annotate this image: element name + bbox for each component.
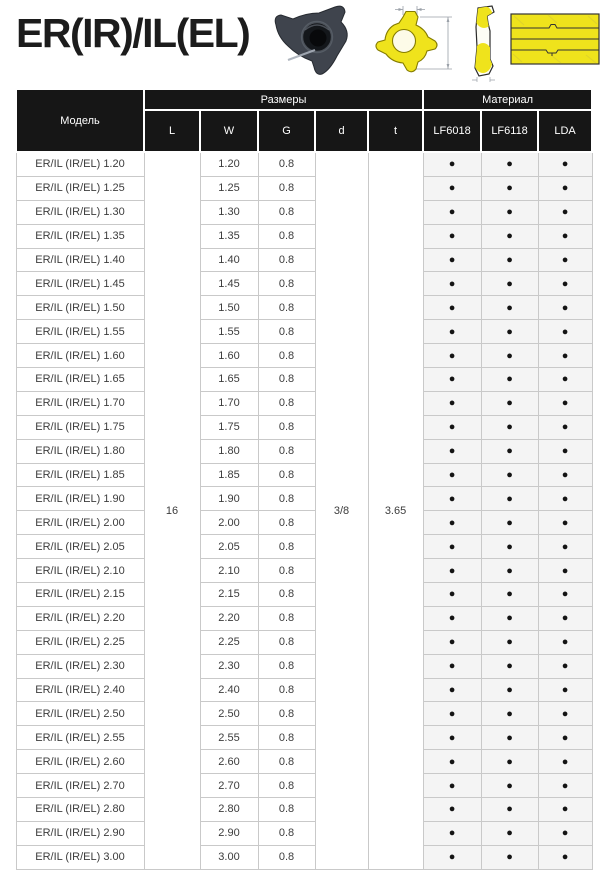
table-row — [16, 415, 592, 439]
col-header-LDA: LDA — [538, 110, 592, 152]
material-cell-lf6118: ● — [481, 750, 538, 774]
material-cell-lf6018: ● — [423, 774, 481, 798]
g-cell: 0.8 — [258, 726, 315, 750]
table-row — [16, 702, 592, 726]
model-cell: ER/IL (IR/EL) 2.00 — [16, 511, 144, 535]
model-cell: ER/IL (IR/EL) 1.20 — [16, 152, 144, 176]
model-cell: ER/IL (IR/EL) 2.50 — [16, 702, 144, 726]
w-cell: 2.40 — [200, 678, 258, 702]
w-cell: 1.80 — [200, 439, 258, 463]
model-cell: ER/IL (IR/EL) 2.55 — [16, 726, 144, 750]
material-cell-lf6018: ● — [423, 845, 481, 869]
model-cell: ER/IL (IR/EL) 2.10 — [16, 559, 144, 583]
table-row — [16, 774, 592, 798]
material-cell-lda: ● — [538, 248, 592, 272]
material-cell-lf6118: ● — [481, 152, 538, 176]
material-cell-lf6018: ● — [423, 535, 481, 559]
material-cell-lda: ● — [538, 344, 592, 368]
material-cell-lf6018: ● — [423, 415, 481, 439]
w-cell: 1.55 — [200, 320, 258, 344]
g-cell: 0.8 — [258, 439, 315, 463]
model-cell: ER/IL (IR/EL) 2.25 — [16, 630, 144, 654]
material-cell-lda: ● — [538, 606, 592, 630]
table-row — [16, 583, 592, 607]
material-cell-lda: ● — [538, 320, 592, 344]
material-cell-lf6118: ● — [481, 272, 538, 296]
w-cell: 2.80 — [200, 798, 258, 822]
w-cell: 1.20 — [200, 152, 258, 176]
material-cell-lda: ● — [538, 559, 592, 583]
material-cell-lf6018: ● — [423, 606, 481, 630]
w-cell: 2.60 — [200, 750, 258, 774]
material-cell-lf6018: ● — [423, 583, 481, 607]
material-cell-lf6018: ● — [423, 654, 481, 678]
col-header-LF6118: LF6118 — [481, 110, 538, 152]
material-cell-lda: ● — [538, 654, 592, 678]
material-cell-lda: ● — [538, 702, 592, 726]
g-cell: 0.8 — [258, 200, 315, 224]
w-cell: 2.55 — [200, 726, 258, 750]
insert-top-view-drawing-icon — [508, 3, 602, 75]
col-header-model: Модель — [16, 89, 144, 152]
material-cell-lda: ● — [538, 726, 592, 750]
material-cell-lf6118: ● — [481, 559, 538, 583]
material-cell-lf6018: ● — [423, 248, 481, 272]
w-cell: 2.70 — [200, 774, 258, 798]
table-row — [16, 821, 592, 845]
table-row — [16, 630, 592, 654]
table-row — [16, 726, 592, 750]
w-cell: 2.10 — [200, 559, 258, 583]
g-cell: 0.8 — [258, 798, 315, 822]
model-cell: ER/IL (IR/EL) 1.50 — [16, 296, 144, 320]
g-cell: 0.8 — [258, 368, 315, 392]
material-cell-lf6118: ● — [481, 654, 538, 678]
table-row — [16, 296, 592, 320]
table-row — [16, 152, 592, 176]
table-row — [16, 272, 592, 296]
material-cell-lf6018: ● — [423, 200, 481, 224]
model-cell: ER/IL (IR/EL) 2.30 — [16, 654, 144, 678]
table-row — [16, 798, 592, 822]
w-cell: 2.25 — [200, 630, 258, 654]
material-cell-lf6118: ● — [481, 678, 538, 702]
material-cell-lf6118: ● — [481, 583, 538, 607]
g-cell: 0.8 — [258, 176, 315, 200]
material-cell-lf6018: ● — [423, 296, 481, 320]
model-cell: ER/IL (IR/EL) 1.65 — [16, 368, 144, 392]
table-body — [16, 152, 592, 869]
material-cell-lf6018: ● — [423, 439, 481, 463]
model-cell: ER/IL (IR/EL) 1.45 — [16, 272, 144, 296]
g-cell: 0.8 — [258, 487, 315, 511]
model-cell: ER/IL (IR/EL) 2.15 — [16, 583, 144, 607]
d-merged-cell: 3/8 — [315, 152, 368, 869]
table-row — [16, 678, 592, 702]
model-cell: ER/IL (IR/EL) 1.55 — [16, 320, 144, 344]
material-cell-lda: ● — [538, 463, 592, 487]
material-cell-lf6118: ● — [481, 368, 538, 392]
w-cell: 1.60 — [200, 344, 258, 368]
w-cell: 2.50 — [200, 702, 258, 726]
g-cell: 0.8 — [258, 463, 315, 487]
g-cell: 0.8 — [258, 320, 315, 344]
g-cell: 0.8 — [258, 272, 315, 296]
material-cell-lf6118: ● — [481, 535, 538, 559]
g-cell: 0.8 — [258, 821, 315, 845]
material-cell-lf6018: ● — [423, 821, 481, 845]
material-cell-lda: ● — [538, 200, 592, 224]
col-group-dimensions: Размеры — [144, 89, 423, 110]
material-cell-lda: ● — [538, 774, 592, 798]
material-cell-lf6018: ● — [423, 630, 481, 654]
model-cell: ER/IL (IR/EL) 3.00 — [16, 845, 144, 869]
table-row — [16, 535, 592, 559]
table-row — [16, 176, 592, 200]
insert-front-dimension-drawing-icon — [372, 3, 462, 85]
material-cell-lda: ● — [538, 439, 592, 463]
w-cell: 1.85 — [200, 463, 258, 487]
material-cell-lf6018: ● — [423, 320, 481, 344]
w-cell: 1.45 — [200, 272, 258, 296]
w-cell: 2.05 — [200, 535, 258, 559]
material-cell-lda: ● — [538, 391, 592, 415]
col-header-LF6018: LF6018 — [423, 110, 481, 152]
table-row — [16, 487, 592, 511]
material-cell-lf6118: ● — [481, 845, 538, 869]
material-cell-lf6018: ● — [423, 152, 481, 176]
g-cell: 0.8 — [258, 630, 315, 654]
material-cell-lda: ● — [538, 296, 592, 320]
g-cell: 0.8 — [258, 606, 315, 630]
material-cell-lf6118: ● — [481, 248, 538, 272]
material-cell-lf6118: ● — [481, 391, 538, 415]
material-cell-lf6118: ● — [481, 630, 538, 654]
g-cell: 0.8 — [258, 511, 315, 535]
material-cell-lf6018: ● — [423, 726, 481, 750]
w-cell: 2.30 — [200, 654, 258, 678]
col-header-t: t — [368, 110, 423, 152]
product-image-strip — [272, 3, 602, 85]
model-cell: ER/IL (IR/EL) 2.40 — [16, 678, 144, 702]
L-merged-cell: 16 — [144, 152, 200, 869]
material-cell-lf6118: ● — [481, 224, 538, 248]
material-cell-lf6018: ● — [423, 463, 481, 487]
g-cell: 0.8 — [258, 296, 315, 320]
material-cell-lda: ● — [538, 798, 592, 822]
table-row — [16, 248, 592, 272]
material-cell-lf6118: ● — [481, 344, 538, 368]
w-cell: 1.50 — [200, 296, 258, 320]
material-cell-lf6018: ● — [423, 224, 481, 248]
material-cell-lf6118: ● — [481, 702, 538, 726]
model-cell: ER/IL (IR/EL) 1.75 — [16, 415, 144, 439]
material-cell-lf6118: ● — [481, 320, 538, 344]
material-cell-lf6118: ● — [481, 296, 538, 320]
material-cell-lda: ● — [538, 821, 592, 845]
g-cell: 0.8 — [258, 224, 315, 248]
material-cell-lda: ● — [538, 845, 592, 869]
model-cell: ER/IL (IR/EL) 1.85 — [16, 463, 144, 487]
table-row — [16, 559, 592, 583]
col-header-W: W — [200, 110, 258, 152]
t-merged-cell: 3.65 — [368, 152, 423, 869]
table-row — [16, 463, 592, 487]
w-cell: 1.25 — [200, 176, 258, 200]
triangular-threading-insert-photo-icon — [272, 3, 364, 81]
material-cell-lf6018: ● — [423, 702, 481, 726]
w-cell: 1.70 — [200, 391, 258, 415]
table-row — [16, 344, 592, 368]
material-cell-lda: ● — [538, 368, 592, 392]
material-cell-lf6018: ● — [423, 559, 481, 583]
material-cell-lda: ● — [538, 678, 592, 702]
g-cell: 0.8 — [258, 559, 315, 583]
material-cell-lda: ● — [538, 583, 592, 607]
col-header-G: G — [258, 110, 315, 152]
material-cell-lf6118: ● — [481, 487, 538, 511]
table-row — [16, 511, 592, 535]
material-cell-lf6118: ● — [481, 415, 538, 439]
col-header-d: d — [315, 110, 368, 152]
model-cell: ER/IL (IR/EL) 2.05 — [16, 535, 144, 559]
table-row — [16, 439, 592, 463]
table-row — [16, 654, 592, 678]
material-cell-lda: ● — [538, 224, 592, 248]
col-header-L: L — [144, 110, 200, 152]
material-cell-lf6018: ● — [423, 344, 481, 368]
g-cell: 0.8 — [258, 678, 315, 702]
model-cell: ER/IL (IR/EL) 1.35 — [16, 224, 144, 248]
material-cell-lda: ● — [538, 630, 592, 654]
model-cell: ER/IL (IR/EL) 1.90 — [16, 487, 144, 511]
material-cell-lda: ● — [538, 415, 592, 439]
table-header — [16, 89, 592, 152]
table-row — [16, 224, 592, 248]
table-row — [16, 368, 592, 392]
material-cell-lf6118: ● — [481, 726, 538, 750]
material-cell-lda: ● — [538, 487, 592, 511]
material-cell-lf6018: ● — [423, 678, 481, 702]
col-group-material: Материал — [423, 89, 592, 110]
w-cell: 1.75 — [200, 415, 258, 439]
model-cell: ER/IL (IR/EL) 1.40 — [16, 248, 144, 272]
product-spec-table — [15, 88, 593, 870]
g-cell: 0.8 — [258, 750, 315, 774]
table-row — [16, 320, 592, 344]
insert-side-profile-drawing-icon — [470, 3, 500, 83]
page-header — [0, 0, 605, 88]
material-cell-lf6018: ● — [423, 487, 481, 511]
model-cell: ER/IL (IR/EL) 1.70 — [16, 391, 144, 415]
table-row — [16, 845, 592, 869]
w-cell: 2.90 — [200, 821, 258, 845]
w-cell: 1.90 — [200, 487, 258, 511]
model-cell: ER/IL (IR/EL) 1.25 — [16, 176, 144, 200]
material-cell-lda: ● — [538, 152, 592, 176]
g-cell: 0.8 — [258, 702, 315, 726]
w-cell: 2.20 — [200, 606, 258, 630]
g-cell: 0.8 — [258, 583, 315, 607]
material-cell-lda: ● — [538, 511, 592, 535]
model-cell: ER/IL (IR/EL) 2.80 — [16, 798, 144, 822]
material-cell-lda: ● — [538, 750, 592, 774]
model-cell: ER/IL (IR/EL) 1.60 — [16, 344, 144, 368]
w-cell: 1.30 — [200, 200, 258, 224]
material-cell-lf6018: ● — [423, 368, 481, 392]
w-cell: 3.00 — [200, 845, 258, 869]
w-cell: 1.65 — [200, 368, 258, 392]
g-cell: 0.8 — [258, 845, 315, 869]
g-cell: 0.8 — [258, 391, 315, 415]
material-cell-lf6118: ● — [481, 774, 538, 798]
w-cell: 1.40 — [200, 248, 258, 272]
material-cell-lda: ● — [538, 535, 592, 559]
material-cell-lf6018: ● — [423, 272, 481, 296]
model-cell: ER/IL (IR/EL) 2.20 — [16, 606, 144, 630]
material-cell-lda: ● — [538, 272, 592, 296]
material-cell-lf6018: ● — [423, 511, 481, 535]
table-row — [16, 200, 592, 224]
model-cell: ER/IL (IR/EL) 2.60 — [16, 750, 144, 774]
w-cell: 2.15 — [200, 583, 258, 607]
material-cell-lf6118: ● — [481, 200, 538, 224]
w-cell: 2.00 — [200, 511, 258, 535]
page-title: ER(IR)/IL(EL) — [16, 10, 250, 56]
material-cell-lf6018: ● — [423, 391, 481, 415]
g-cell: 0.8 — [258, 152, 315, 176]
g-cell: 0.8 — [258, 344, 315, 368]
table-row — [16, 750, 592, 774]
material-cell-lf6118: ● — [481, 439, 538, 463]
table-row — [16, 606, 592, 630]
material-cell-lf6118: ● — [481, 606, 538, 630]
material-cell-lf6018: ● — [423, 176, 481, 200]
model-cell: ER/IL (IR/EL) 2.90 — [16, 821, 144, 845]
material-cell-lf6118: ● — [481, 821, 538, 845]
material-cell-lf6118: ● — [481, 511, 538, 535]
w-cell: 1.35 — [200, 224, 258, 248]
g-cell: 0.8 — [258, 415, 315, 439]
material-cell-lf6118: ● — [481, 798, 538, 822]
material-cell-lf6118: ● — [481, 176, 538, 200]
g-cell: 0.8 — [258, 774, 315, 798]
model-cell: ER/IL (IR/EL) 2.70 — [16, 774, 144, 798]
material-cell-lf6018: ● — [423, 750, 481, 774]
material-cell-lda: ● — [538, 176, 592, 200]
g-cell: 0.8 — [258, 535, 315, 559]
g-cell: 0.8 — [258, 654, 315, 678]
model-cell: ER/IL (IR/EL) 1.80 — [16, 439, 144, 463]
material-cell-lf6018: ● — [423, 798, 481, 822]
table-row — [16, 391, 592, 415]
material-cell-lf6118: ● — [481, 463, 538, 487]
g-cell: 0.8 — [258, 248, 315, 272]
model-cell: ER/IL (IR/EL) 1.30 — [16, 200, 144, 224]
